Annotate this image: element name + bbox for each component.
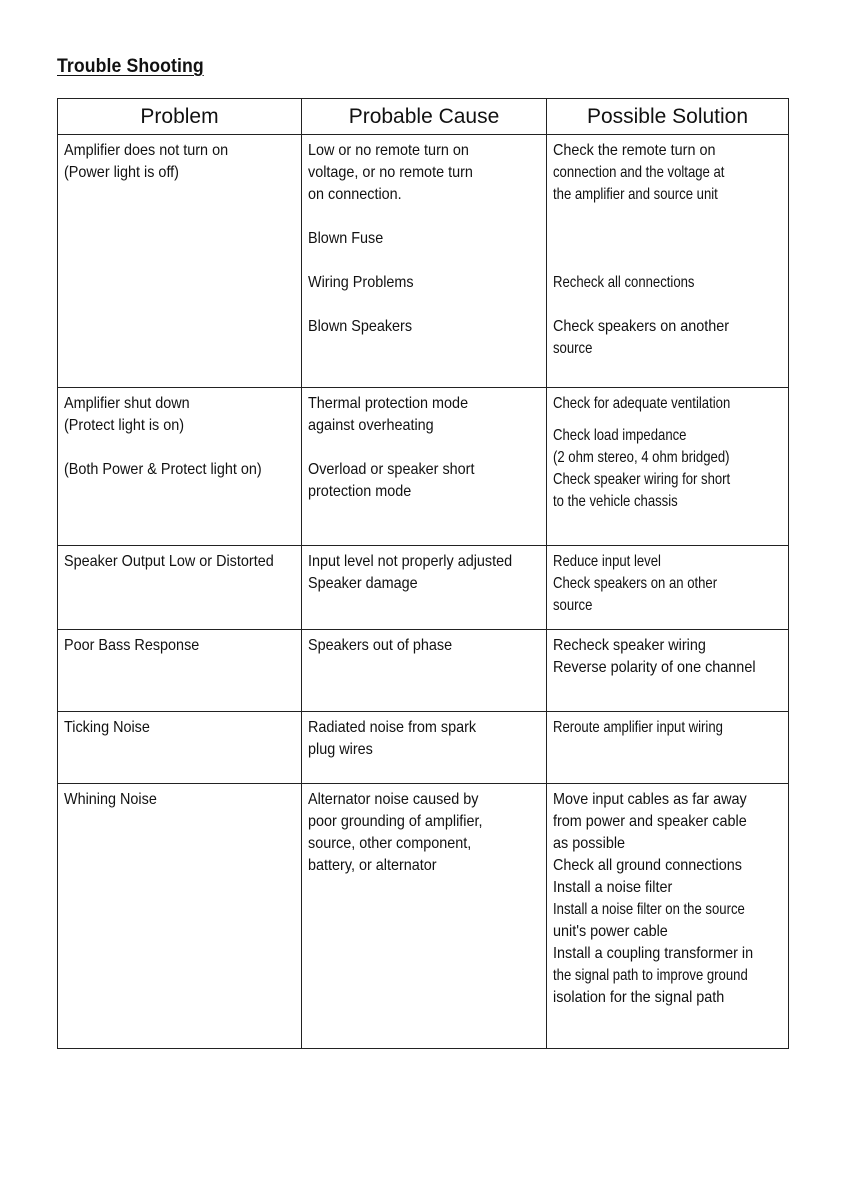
problem-line: Amplifier shut down — [64, 395, 190, 412]
solution-line: as possible — [553, 835, 626, 852]
problem-line: Speaker Output Low or Distorted — [64, 553, 274, 570]
solution-line: Install a noise filter on the source — [553, 901, 745, 918]
solution-line: to the vehicle chassis — [553, 493, 678, 510]
cause-line: Overload or speaker short — [308, 461, 475, 478]
cause-line: Radiated noise from spark — [308, 719, 477, 736]
cause-line: plug wires — [308, 741, 373, 758]
problem-cell — [58, 712, 302, 783]
problem-line: Poor Bass Response — [64, 637, 200, 654]
solution-cell — [547, 630, 788, 711]
cause-line: source, other component, — [308, 835, 472, 852]
solution-line: Reroute amplifier input wiring — [553, 719, 723, 736]
solution-line: unit's power cable — [553, 923, 668, 940]
problem-line: (Power light is off) — [64, 164, 179, 181]
cause-cell — [302, 712, 547, 783]
solution-line: Check speakers on another — [553, 318, 730, 335]
header-probable-cause: Probable Cause — [302, 99, 547, 134]
solution-line: Check load impedance — [553, 427, 687, 444]
table-row — [58, 629, 788, 711]
problem-line: (Protect light is on) — [64, 417, 185, 434]
problem-line: (Both Power & Protect light on) — [64, 461, 262, 478]
table-row — [58, 711, 788, 783]
cause-line: Wiring Problems — [308, 274, 414, 291]
table-header-row — [58, 99, 788, 134]
solution-line: source — [553, 340, 593, 357]
solution-line: Reduce input level — [553, 553, 661, 570]
solution-cell — [547, 388, 788, 545]
solution-line: Check speaker wiring for short — [553, 471, 731, 488]
solution-cell — [547, 712, 788, 783]
cause-cell — [302, 630, 547, 711]
problem-cell — [58, 388, 302, 545]
solution-line: Install a noise filter — [553, 879, 673, 896]
cause-line: on connection. — [308, 186, 402, 203]
solution-line: Check speakers on an other — [553, 575, 718, 592]
solution-line: Check the remote turn on — [553, 142, 716, 159]
cause-line: against overheating — [308, 417, 434, 434]
cause-line: poor grounding of amplifier, — [308, 813, 483, 830]
problem-cell — [58, 546, 302, 629]
solution-line: from power and speaker cable — [553, 813, 747, 830]
solution-line: Recheck all connections — [553, 274, 695, 291]
cause-line: Blown Speakers — [308, 318, 413, 335]
solution-cell — [547, 546, 788, 629]
solution-line: Recheck speaker wiring — [553, 637, 706, 654]
problem-line: Amplifier does not turn on — [64, 142, 229, 159]
cause-line: Blown Fuse — [308, 230, 384, 247]
solution-line: Reverse polarity of one channel — [553, 659, 756, 676]
cause-line: Speakers out of phase — [308, 637, 453, 654]
solution-line: (2 ohm stereo, 4 ohm bridged) — [553, 449, 730, 466]
table-row — [58, 783, 788, 1048]
solution-cell — [547, 784, 788, 1048]
cause-line: Speaker damage — [308, 575, 418, 592]
cause-line: voltage, or no remote turn — [308, 164, 473, 181]
page-title: Trouble Shooting — [57, 56, 204, 77]
table-row — [58, 387, 788, 545]
solution-line: Check all ground connections — [553, 857, 742, 874]
cause-line: Alternator noise caused by — [308, 791, 479, 808]
problem-line: Whining Noise — [64, 791, 157, 808]
cause-line: protection mode — [308, 483, 412, 500]
troubleshooting-table — [57, 98, 789, 1049]
cause-cell — [302, 546, 547, 629]
solution-cell — [547, 135, 788, 387]
cause-line: Thermal protection mode — [308, 395, 469, 412]
solution-line: the signal path to improve ground — [553, 967, 748, 984]
solution-line: Install a coupling transformer in — [553, 945, 754, 962]
cause-line: Input level not properly adjusted — [308, 553, 513, 570]
cause-line: battery, or alternator — [308, 857, 437, 874]
solution-line: source — [553, 597, 593, 614]
table-row — [58, 545, 788, 629]
solution-line: connection and the voltage at — [553, 164, 725, 181]
header-problem: Problem — [58, 99, 302, 134]
solution-line: isolation for the signal path — [553, 989, 725, 1006]
problem-line: Ticking Noise — [64, 719, 150, 736]
cause-cell — [302, 135, 547, 387]
cause-cell — [302, 388, 547, 545]
solution-line: the amplifier and source unit — [553, 186, 718, 203]
cause-cell — [302, 784, 547, 1048]
problem-cell — [58, 784, 302, 1048]
table-row — [58, 134, 788, 387]
cause-line: Low or no remote turn on — [308, 142, 469, 159]
problem-cell — [58, 630, 302, 711]
solution-line: Move input cables as far away — [553, 791, 747, 808]
problem-cell — [58, 135, 302, 387]
header-possible-solution: Possible Solution — [586, 105, 749, 128]
solution-line: Check for adequate ventilation — [553, 395, 731, 412]
